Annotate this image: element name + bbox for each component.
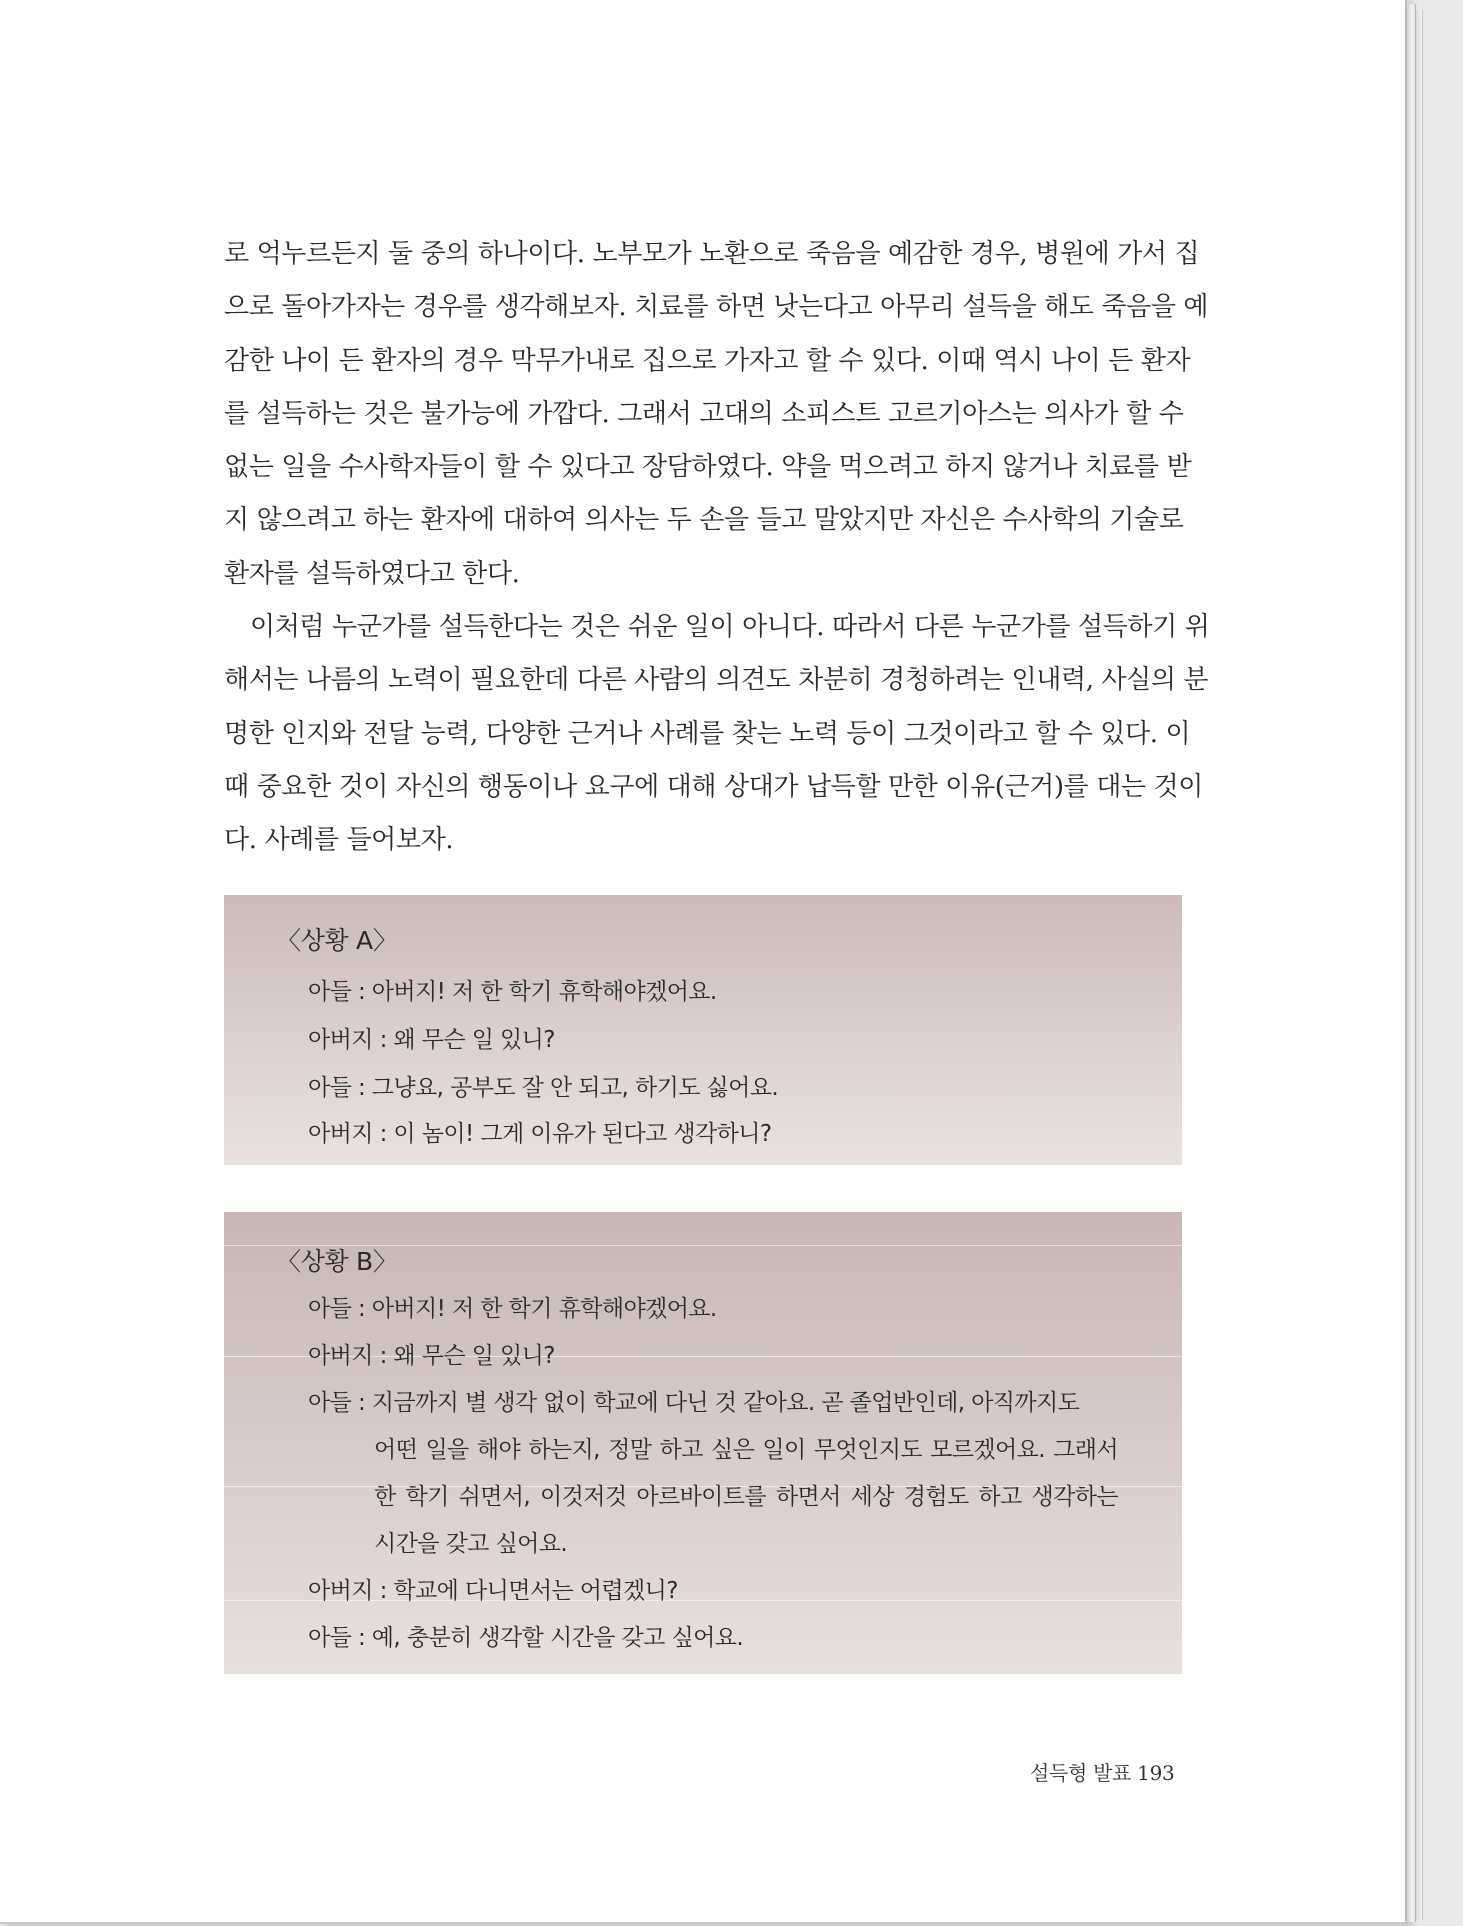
dialogue-line: 아들 : 지금까지 별 생각 없이 학교에 다닌 것 같아요. 곧 졸업반인데, 아직까지도	[308, 1390, 1080, 1416]
dialogue-continuation: 어떤 일을 해야 하는지, 정말 하고 싶은 일이 무엇인지도 모르겠어요. 그래서	[374, 1437, 1118, 1463]
dialogue-continuation: 한 학기 쉬면서, 이것저것 아르바이트를 하면서 세상 경험도 하고 생각하는	[374, 1484, 1118, 1510]
text-line: 명한 인지와 전달 능력, 다양한 근거나 사례를 찾는 노력 등이 그것이라고 할 수 있다. 이	[224, 718, 1191, 749]
text-line: 를 설득하는 것은 불가능에 가깝다. 그래서 고대의 소피스트 고르기아스는 의사가 할 수	[224, 398, 1184, 429]
dialogue-line: 아버지 : 왜 무슨 일 있니?	[308, 1027, 555, 1053]
text-line: 으로 돌아가자는 경우를 생각해보자. 치료를 하면 낫는다고 아무리 설득을 해도 죽음을 예	[224, 292, 1209, 323]
body-text	[224, 228, 1210, 868]
text-line: 해서는 나름의 노력이 필요한데 다른 사람의 의견도 차분히 경청하려는 인내력, 사실의 분	[224, 665, 1209, 696]
text-line: 환자를 설득하였다고 한다.	[224, 558, 520, 589]
situation-a-title: 〈상황 A〉	[276, 926, 398, 955]
page-number: 193	[1137, 1761, 1175, 1785]
section-title: 설득형 발표	[1030, 1761, 1132, 1785]
dialogue-line: 아버지 : 학교에 다니면서는 어렵겠니?	[308, 1578, 678, 1604]
page-edge	[1416, 10, 1423, 1920]
text-line: 감한 나이 든 환자의 경우 막무가내로 집으로 가자고 할 수 있다. 이때 역시 나이 든 환자	[224, 345, 1191, 376]
text-line: 지 않으려고 하는 환자에 대하여 의사는 두 손을 들고 말았지만 자신은 수사학의 기술로	[224, 505, 1184, 536]
dialogue-line: 아들 : 예, 충분히 생각할 시간을 갖고 싶어요.	[308, 1625, 744, 1651]
page-edge	[1407, 4, 1416, 1922]
dialogue-line: 아버지 : 왜 무슨 일 있니?	[308, 1343, 555, 1369]
text-line: 로 억누르든지 둘 중의 하나이다. 노부모가 노환으로 죽음을 예감한 경우, 병원에 가서 집	[224, 239, 1200, 269]
dialogue-line: 아들 : 그냥요, 공부도 잘 안 되고, 하기도 싫어요.	[308, 1075, 779, 1101]
text-line: 없는 일을 수사학자들이 할 수 있다고 장담하였다. 약을 먹으려고 하지 않거나 치료를 받	[224, 452, 1192, 483]
text-line: 다. 사례를 들어보자.	[224, 825, 454, 856]
text-line: 이처럼 누군가를 설득한다는 것은 쉬운 일이 아니다. 따라서 다른 누군가를 설득하기 위	[250, 612, 1210, 643]
situation-a-box	[224, 895, 1182, 1165]
page-footer	[1030, 1757, 1174, 1786]
dialogue-line: 아들 : 아버지! 저 한 학기 휴학해야겠어요.	[308, 979, 717, 1005]
situation-b-title: 〈상황 B〉	[276, 1247, 398, 1276]
dialogue-continuation: 시간을 갖고 싶어요.	[374, 1531, 568, 1557]
situation-b-box	[224, 1212, 1182, 1674]
dialogue-line: 아들 : 아버지! 저 한 학기 휴학해야겠어요.	[308, 1296, 717, 1322]
paragraph-1	[224, 228, 1209, 601]
dialogue-line: 아버지 : 이 놈이! 그게 이유가 된다고 생각하니?	[308, 1121, 772, 1147]
text-line: 때 중요한 것이 자신의 행동이나 요구에 대해 상대가 납득할 만한 이유(근거)를 대는 것이	[224, 771, 1203, 802]
paragraph-2	[224, 601, 1210, 867]
